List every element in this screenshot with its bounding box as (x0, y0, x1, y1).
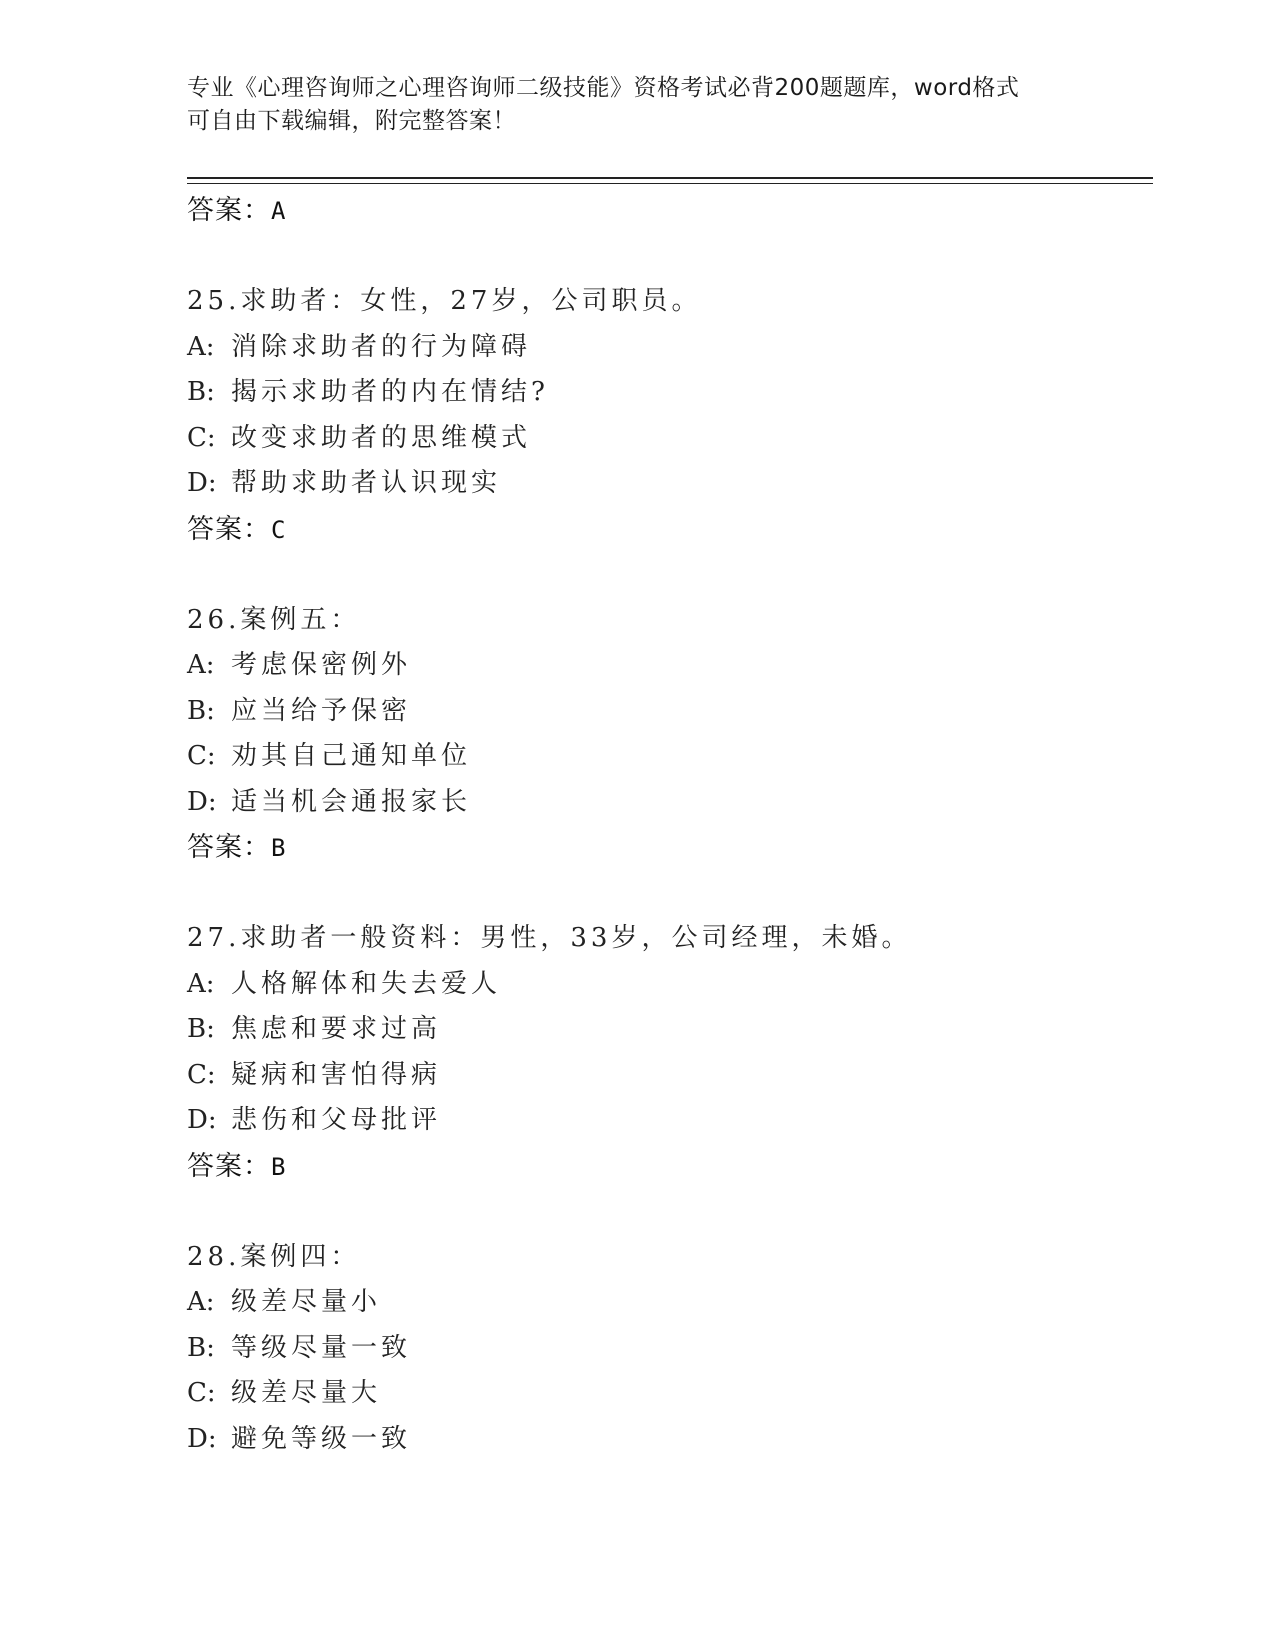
question-number: 28. (187, 1241, 241, 1272)
option-text: 悲伤和父母批评 (231, 1105, 442, 1135)
option-c (187, 1053, 1147, 1099)
question-number: 25. (187, 286, 241, 316)
option-text: 帮助求助者认识现实 (231, 468, 502, 498)
option-label: D: (187, 1105, 217, 1135)
header-line-1: 专业《心理咨询师之心理咨询师二级技能》资格考试必背200题题库，word格式 (187, 75, 1020, 101)
option-text: 劝其自己通知单位 (231, 741, 472, 771)
question-text: 求助者一般资料：男性，33岁，公司经理，未婚。 (240, 923, 912, 953)
answer-value: B (271, 1152, 287, 1181)
option-b (187, 370, 1147, 416)
question-text: 案例四： (240, 1241, 361, 1272)
option-text: 疑病和害怕得病 (231, 1059, 442, 1090)
option-b (187, 1326, 1147, 1372)
option-c (187, 1371, 1147, 1417)
option-c (187, 416, 1147, 462)
answer-line (187, 188, 1147, 234)
question-text: 案例五： (240, 604, 361, 635)
option-text: 人格解体和失去爱人 (231, 968, 502, 999)
option-b (187, 1007, 1147, 1053)
answer-line (187, 825, 1147, 871)
answer-value: B (271, 834, 287, 862)
option-label: A: (187, 650, 215, 680)
header-line-2: 可自由下载编辑，附完整答案！ (187, 108, 516, 134)
answer-line (187, 1144, 1147, 1190)
option-text: 级差尽量大 (231, 1378, 382, 1408)
answer-label: 答案： (187, 195, 271, 226)
question-block (187, 1235, 1147, 1463)
question-stem (187, 916, 1147, 962)
question-block (187, 279, 1147, 553)
question-stem (187, 1235, 1147, 1281)
option-text: 焦虑和要求过高 (231, 1014, 442, 1044)
option-label: B: (187, 695, 215, 726)
question-list (187, 188, 1147, 1462)
question-number: 26. (187, 604, 241, 635)
document-header (187, 72, 1087, 138)
option-d (187, 1417, 1147, 1463)
option-text: 改变求助者的思维模式 (231, 422, 532, 453)
option-text: 适当机会通报家长 (231, 786, 472, 817)
option-label: B: (187, 377, 215, 407)
option-label: A: (187, 968, 215, 999)
option-text: 避免等级一致 (231, 1423, 412, 1454)
option-a (187, 1280, 1147, 1326)
option-text: 级差尽量小 (231, 1287, 382, 1317)
option-text: 消除求助者的行为障碍 (231, 331, 532, 362)
option-label: D: (187, 786, 217, 817)
option-label: C: (187, 422, 216, 453)
option-d (187, 780, 1147, 826)
question-text: 求助者：女性，27岁，公司职员。 (240, 286, 702, 316)
option-label: C: (187, 741, 216, 771)
option-label: B: (187, 1332, 215, 1363)
option-b (187, 689, 1147, 735)
option-label: D: (187, 1423, 217, 1454)
option-a (187, 643, 1147, 689)
header-divider-thick (187, 177, 1153, 179)
option-text: 揭示求助者的内在情结? (231, 377, 549, 407)
question-block (187, 598, 1147, 872)
answer-value: C (271, 515, 287, 544)
option-d (187, 461, 1147, 507)
option-text: 考虑保密例外 (231, 650, 412, 680)
option-label: B: (187, 1014, 215, 1044)
question-block (187, 916, 1147, 1190)
question-stem (187, 598, 1147, 644)
question-number: 27. (187, 923, 241, 953)
option-label: D: (187, 468, 217, 498)
option-label: A: (187, 331, 215, 362)
answer-label: 答案： (187, 1150, 271, 1182)
answer-value: A (271, 197, 287, 225)
option-label: A: (187, 1287, 215, 1317)
option-label: C: (187, 1059, 216, 1090)
option-a (187, 325, 1147, 371)
option-text: 等级尽量一致 (231, 1332, 412, 1363)
option-c (187, 734, 1147, 780)
answer-label: 答案： (187, 513, 271, 545)
question-stem (187, 279, 1147, 325)
option-label: C: (187, 1378, 216, 1408)
option-text: 应当给予保密 (231, 695, 412, 726)
answer-label: 答案： (187, 832, 271, 863)
option-d (187, 1098, 1147, 1144)
answer-line (187, 507, 1147, 553)
header-divider-thin (187, 183, 1153, 184)
option-a (187, 962, 1147, 1008)
